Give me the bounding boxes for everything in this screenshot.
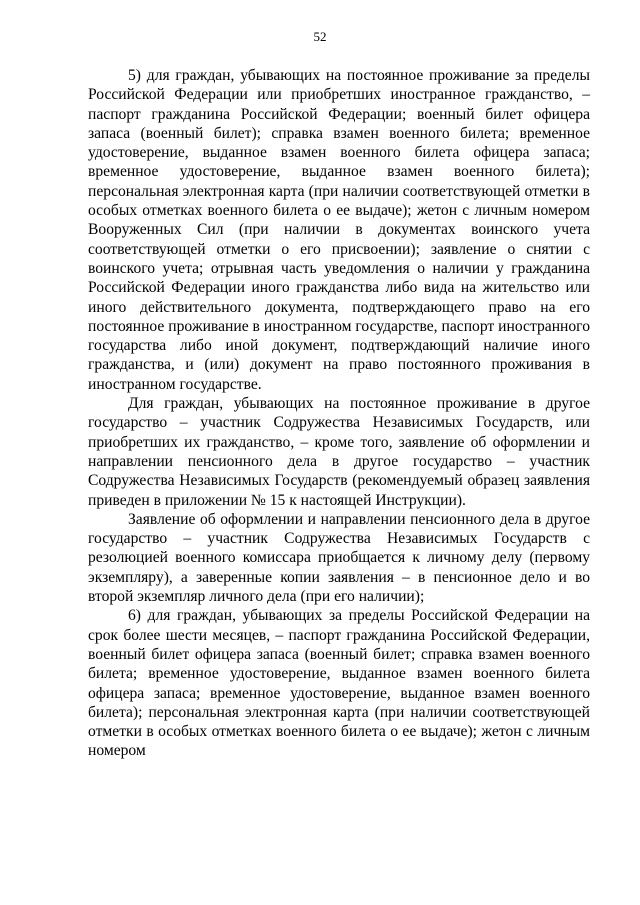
paragraph-cis-residence: Для граждан, убывающих на постоянное проживание в другое государство – участник Содружества Независимых Государств, или приобретших их гражданство, – кроме того, заявление об оформлении и направлении пенсионного дела в другое государство – участник Содружества Независимых Государств (рекомендуемый образец заявления приведен в приложении № 15 к настоящей Инструкции). [88, 395, 590, 509]
document-body [88, 66, 590, 761]
paragraph-item-6: 6) для граждан, убывающих за пределы Российской Федерации на срок более шести месяцев, – паспорт гражданина Российской Федерации, военный билет офицера запаса (военный билет; справка взамен военного билета; временное удостоверение, выданное взамен военного билета офицера запаса; временное удостоверение, выданное взамен военного билета); персональная электронная карта (при наличии соответствующей отметки в особых отметках военного билета о ее выдаче); жетон с личным номером [88, 607, 590, 760]
page-number: 52 [313, 29, 327, 44]
paragraph-pension-application: Заявление об оформлении и направлении пенсионного дела в другое государство – участник Содружества Независимых Государств с резолюцией военного комиссара приобщается к личному делу (первому экземпляру), а заверенные копии заявления – в пенсионное дело и во второй экземпляр личного дела (при его наличии); [88, 510, 590, 606]
paragraph-item-5: 5) для граждан, убывающих на постоянное проживание за пределы Российской Федерации или приобретших иностранное гражданство, – паспорт гражданина Российской Федерации; военный билет офицера запаса (военный билет); справка взамен военного билета; временное удостоверение, выданное взамен военного билета офицера запаса; временное удостоверение, выданное взамен военного билета); персональная электронная карта (при наличии соответствующей отметки в особых отметках военного билета о ее выдаче); жетон с личным номером Вооруженных Сил (при наличии в документах воинского учета соответствующей отметки о его присвоении); заявление о снятии с воинского учета; отрывная часть уведомления о наличии у гражданина Российской Федерации иного гражданства либо вида на жительство или иного действительного документа, подтверждающего право на его постоянное проживание в иностранном государстве, паспорт иностранного государства либо иной документ, подтверждающий наличие иного гражданства, и (или) документ на право постоянного проживания в иностранном государстве. [88, 67, 590, 393]
